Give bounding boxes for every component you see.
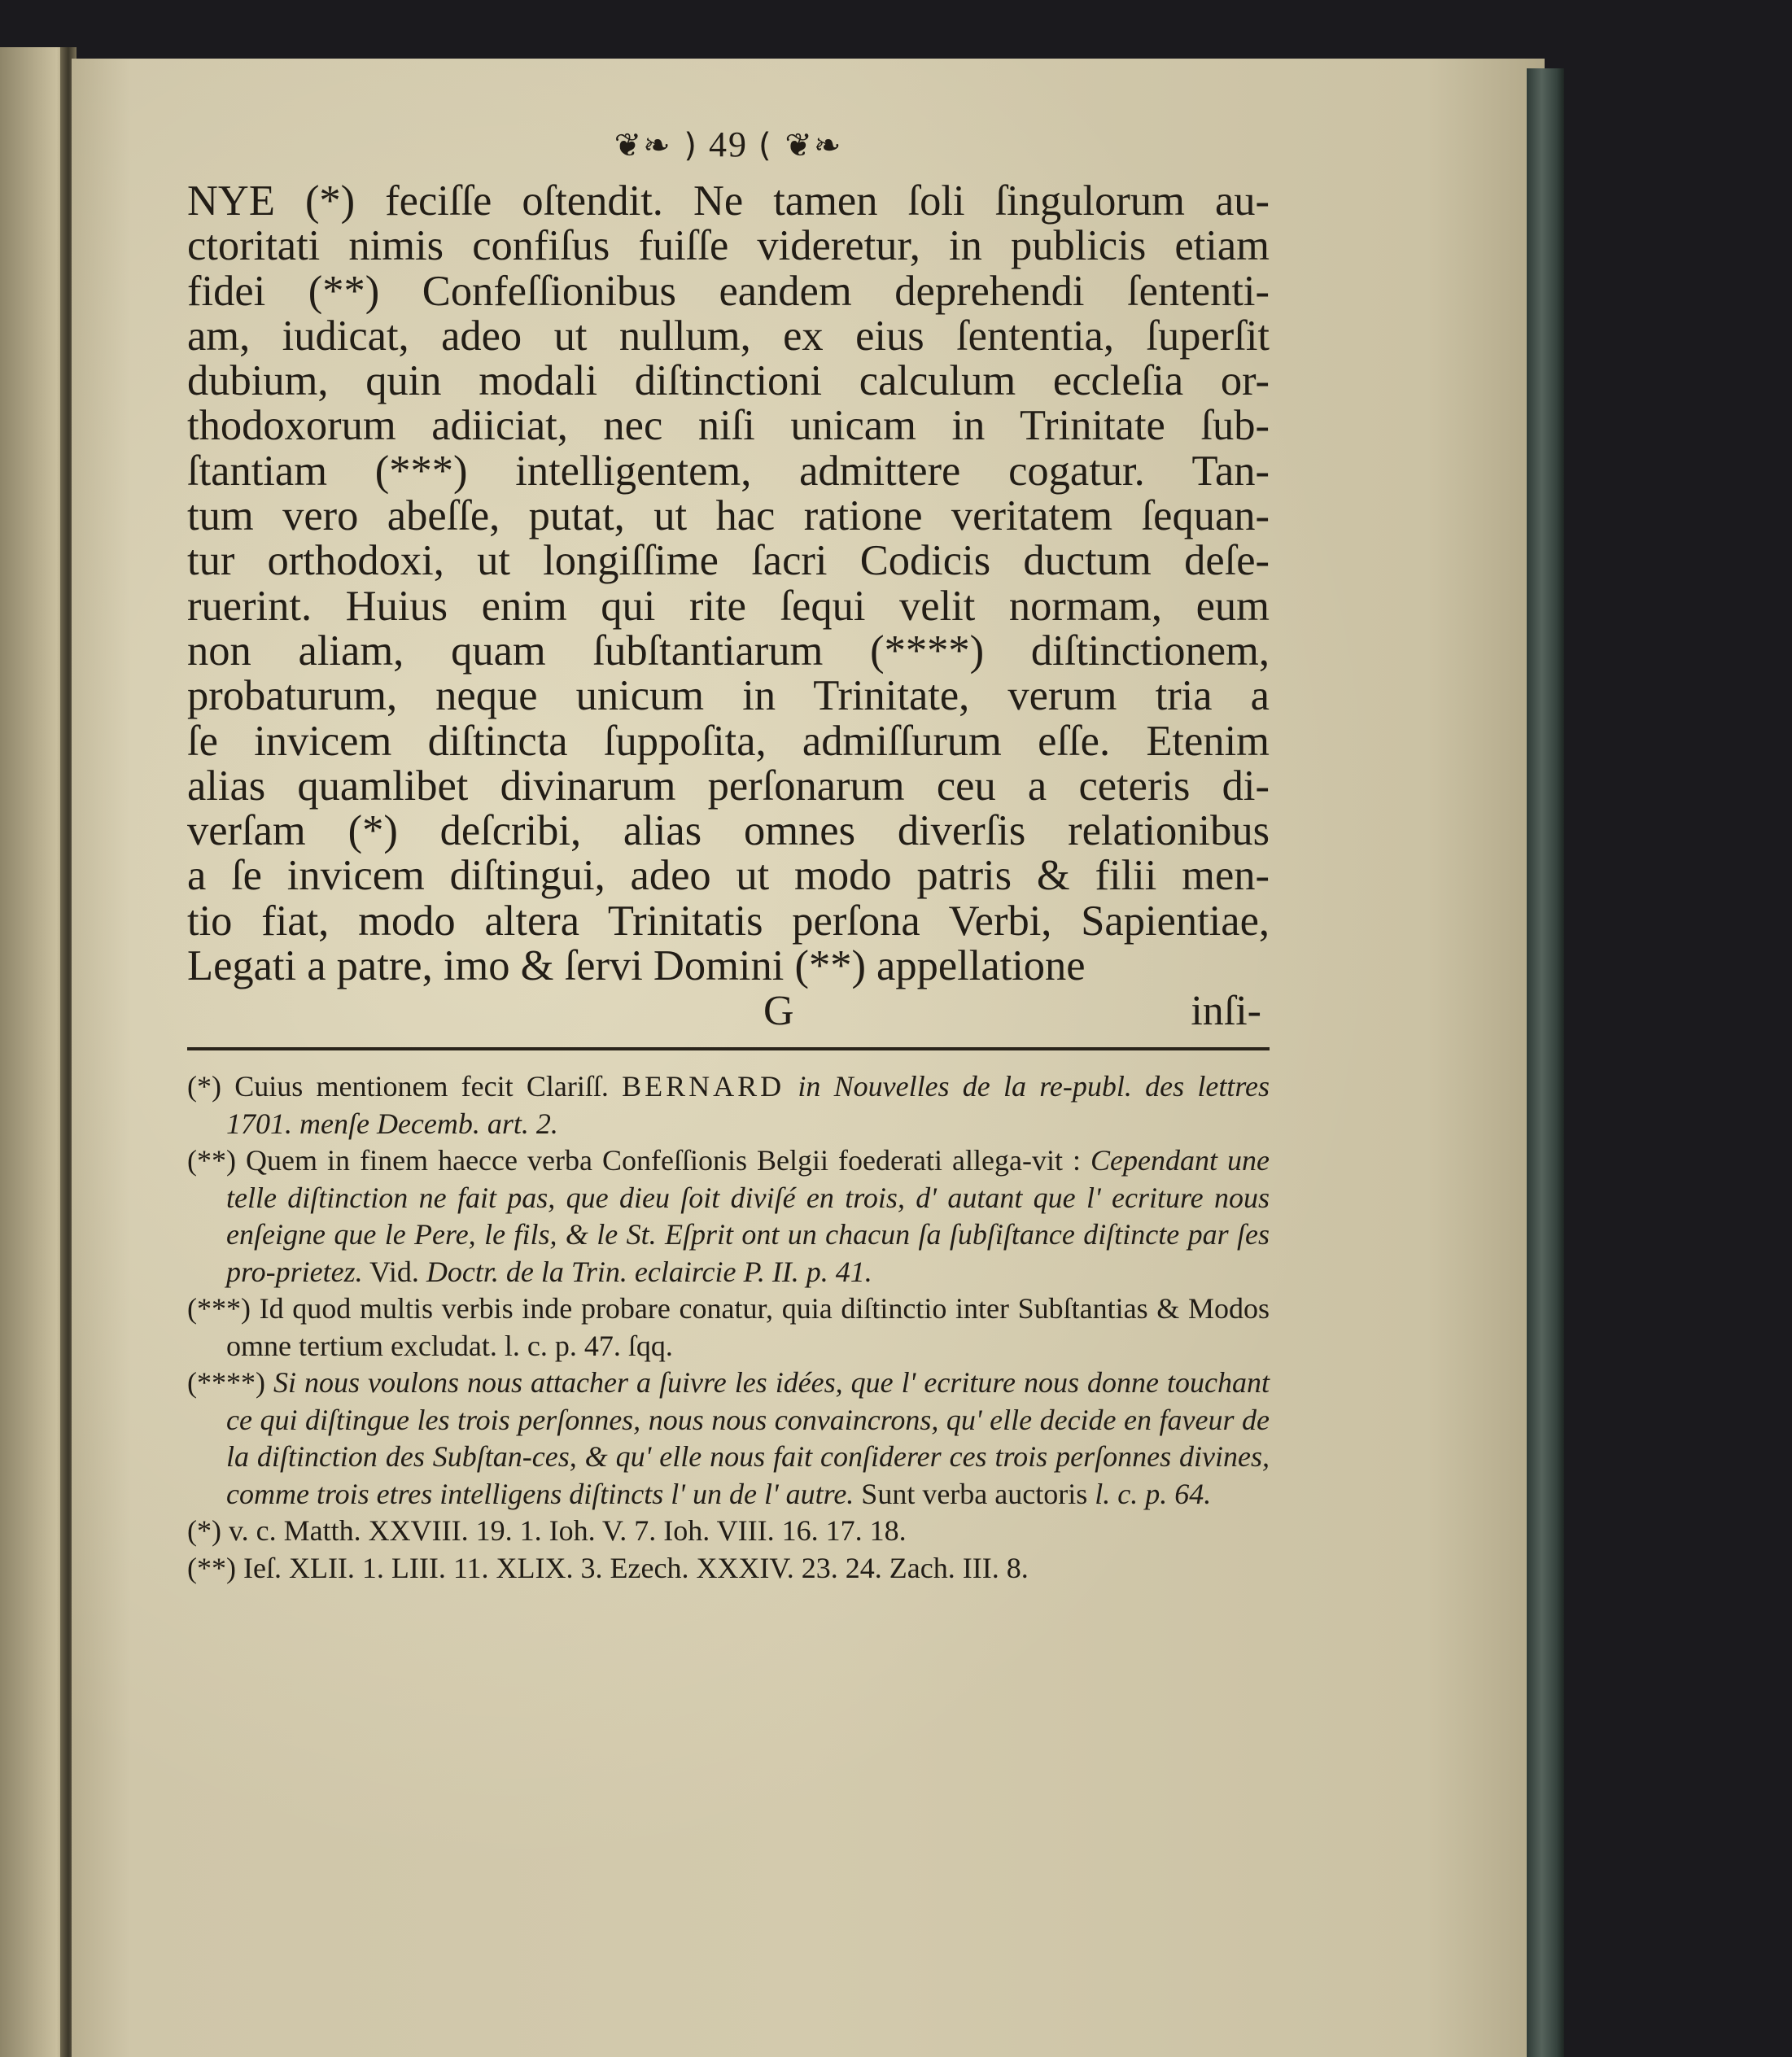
- text-line: tur orthodoxi, ut longiſſime ſacri Codicis ductum deſe-: [187, 537, 1270, 585]
- footnote-vid: Vid.: [369, 1255, 419, 1288]
- footnotes: [187, 1068, 1270, 1587]
- text-line: thodoxorum adiiciat, nec niſi unicam in Trinitate ſub-: [187, 402, 1270, 450]
- footnote-text: Quem in finem haecce verba Confeſſionis Belgii foederati allega-vit :: [246, 1144, 1081, 1177]
- page-block-edge: [1527, 68, 1564, 2057]
- text-line: tum vero abeſſe, putat, ut hac ratione veritatem ſequan-: [187, 492, 1270, 540]
- footnote: [187, 1291, 1270, 1365]
- footnote-rule: [187, 1047, 1270, 1050]
- footnote-mark: (**): [187, 1551, 236, 1584]
- text-line: tio fiat, modo altera Trinitatis perſona Verbi, Sapientiae,: [187, 897, 1270, 945]
- footnote-quote: Cependant une telle diſtinction ne fait pas, que dieu ſoit diviſé en trois, d' autant que l' ecriture nous enſeigne que le Pere, le fils, & le St. Eſprit ont un chacun ſa ſubſiſtance diſtincte par ſes pro-prietez.: [226, 1144, 1270, 1288]
- footnote-mark: (***): [187, 1292, 251, 1325]
- text-line: ſe invicem diſtincta ſuppoſita, admiſſurum eſſe. Etenim: [187, 717, 1270, 765]
- footnote-quote: Si nous voulons nous attacher a ſuivre les idées, que l' ecriture nous donne touchant ce qui diſtingue les trois perſonnes, nous nous convaincrons, qu' elle decide en faveur de la diſtinction des Subſtan-ces, & qu' elle nous fait conſiderer ces trois perſonnes divines, comme trois etres intelligens diſtincts l' un de l' autre.: [226, 1366, 1270, 1510]
- left-page-edge: [0, 47, 67, 2057]
- footnote-citation: Doctr. de la Trin. eclaircie P. II. p. 41.: [426, 1255, 872, 1288]
- text-line: am, iudicat, adeo ut nullum, ex eius ſententia, ſuperſit: [187, 312, 1270, 360]
- footnote-mark: (****): [187, 1366, 265, 1400]
- footnote-citation: l. c. p. 64.: [1095, 1477, 1212, 1510]
- text-line: alias quamlibet divinarum perſonarum ceu a ceteris di-: [187, 762, 1270, 810]
- footnote-text: v. c. Matth. XXVIII. 19. 1. Ioh. V. 7. Ioh. VIII. 16. 17. 18.: [228, 1514, 907, 1548]
- text-line: a ſe invicem diſtingui, adeo ut modo patris & filii men-: [187, 852, 1270, 900]
- footnote-text: Sunt verba auctoris: [861, 1477, 1088, 1510]
- page-content: [187, 122, 1270, 1587]
- right-ornament: ( ❦❧: [758, 127, 843, 164]
- footnote: [187, 1513, 1270, 1550]
- text-line: fidei (**) Confeſſionibus eandem deprehendi ſententi-: [187, 267, 1270, 315]
- footnote: [187, 1365, 1270, 1513]
- text-line: ctoritati nimis confiſus fuiſſe videretur, in publicis etiam: [187, 222, 1270, 270]
- running-head: [187, 122, 1270, 179]
- text-line: Legati a patre, imo & ſervi Domini (**) appellatione: [187, 942, 1086, 990]
- text-line: probaturum, neque unicum in Trinitate, verum tria a: [187, 672, 1270, 720]
- left-ornament: ❦❧ ): [614, 127, 698, 164]
- footnote-mark: (*): [187, 1514, 221, 1548]
- signature-line: [187, 989, 1270, 1034]
- author-name: BERNARD: [622, 1070, 785, 1103]
- footnote-text: Ieſ. XLII. 1. LIII. 11. XLIX. 3. Ezech. XXXIV. 23. 24. Zach. III. 8.: [243, 1551, 1029, 1584]
- text-line: ſtantiam (***) intelligentem, admittere cogatur. Tan-: [187, 447, 1270, 495]
- footnote-mark: (**): [187, 1144, 236, 1177]
- text-line: ruerint. Huius enim qui rite ſequi velit normam, eum: [187, 582, 1270, 630]
- footnote: [187, 1142, 1270, 1291]
- footnote-text: Cuius mentionem fecit Clariſſ.: [234, 1070, 609, 1103]
- text-line: non aliam, quam ſubſtantiarum (****) diſtinctionem,: [187, 627, 1270, 675]
- text-line: verſam (*) deſcribi, alias omnes diverſis relationibus: [187, 807, 1270, 855]
- footnote-text: Id quod multis verbis inde probare conatur, quia diſtinctio inter Subſtantias & Modos omne tertium excludat. l. c. p. 47. ſqq.: [226, 1292, 1270, 1362]
- text-line: NYE (*) feciſſe oſtendit. Ne tamen ſoli ſingulorum au-: [187, 177, 1270, 225]
- page-number: 49: [709, 124, 748, 164]
- signature-mark: G: [763, 988, 794, 1035]
- catchword: inſi-: [1191, 988, 1261, 1035]
- footnote: [187, 1068, 1270, 1142]
- footnote: [187, 1550, 1270, 1588]
- text-line: dubium, quin modali diſtinctioni calculum eccleſia or-: [187, 357, 1270, 405]
- footnote-citation: in Nouvelles de la re-publ. des lettres 1701. menſe Decemb. art. 2.: [226, 1070, 1270, 1140]
- main-text: [187, 179, 1270, 989]
- footnote-mark: (*): [187, 1070, 221, 1103]
